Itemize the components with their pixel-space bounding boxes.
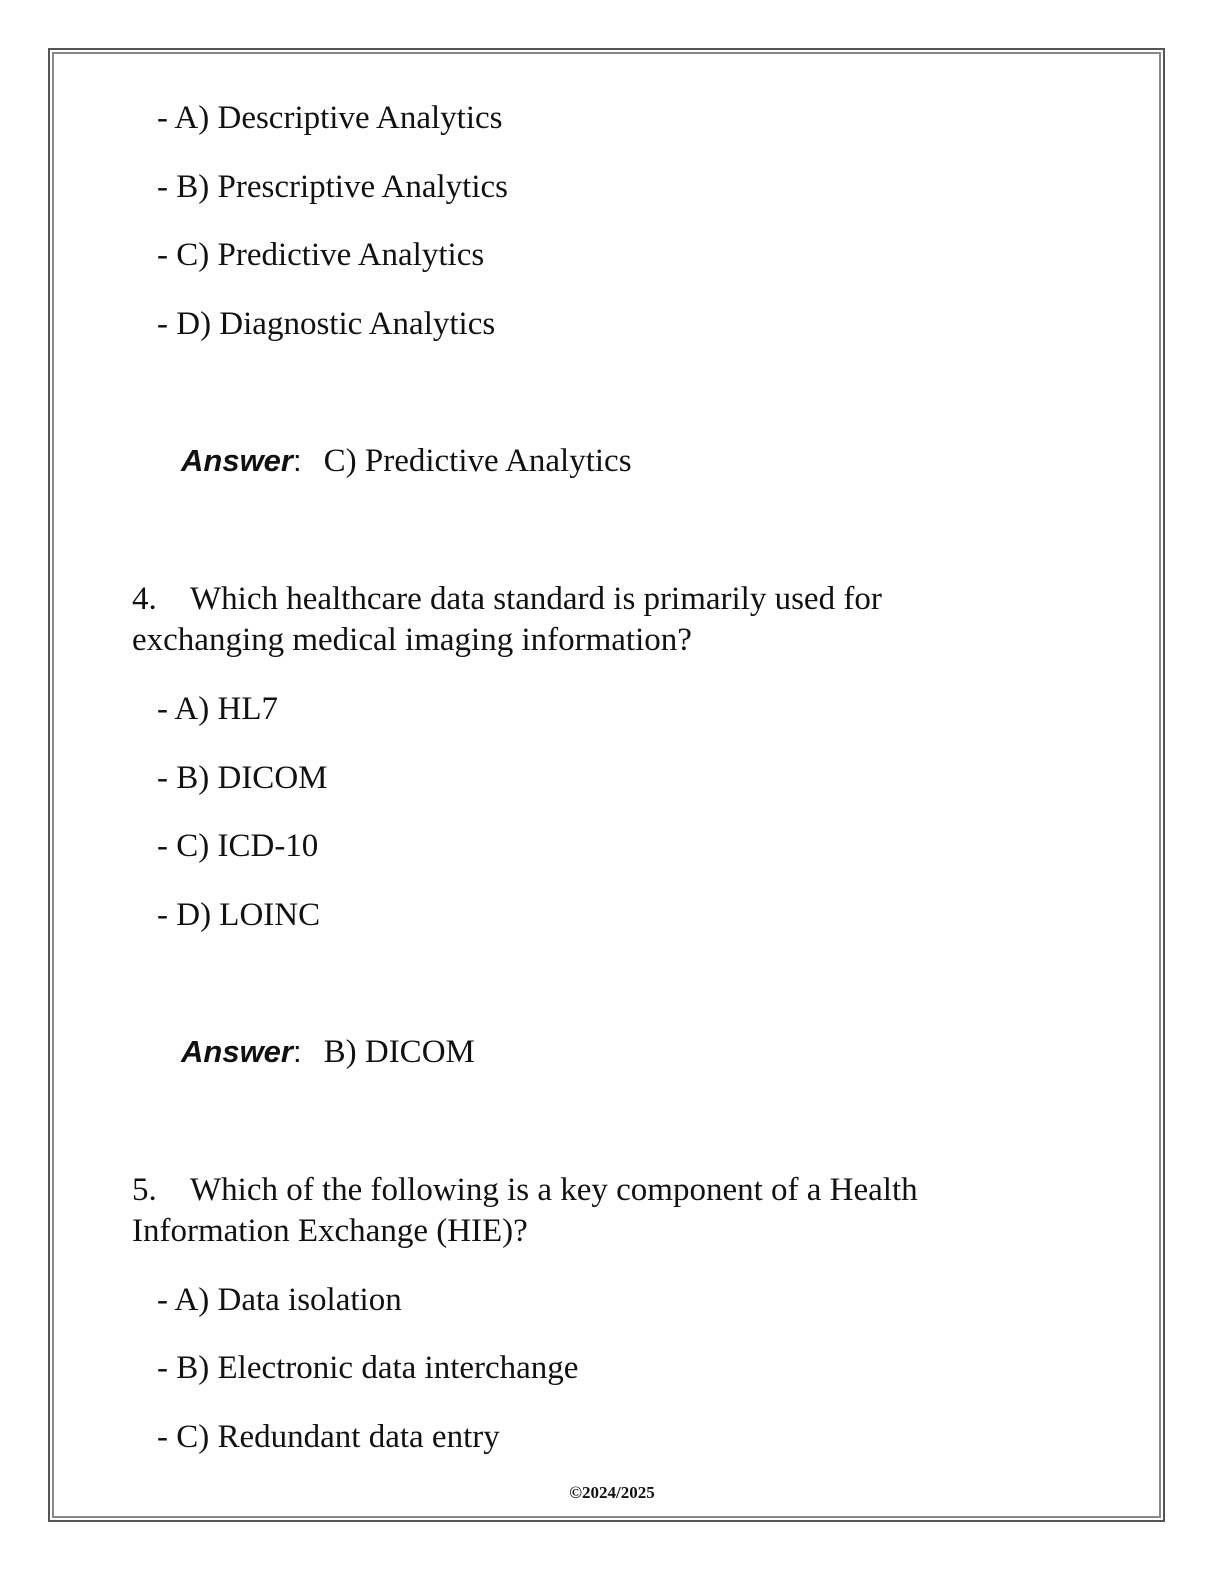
answer-q4 [181,1032,475,1072]
question-text: Which of the following is a key component of a Health [190,1172,918,1208]
question-4-line1 [132,579,882,619]
option-d-prev: - D) Diagnostic Analytics [157,306,496,342]
option-d-q4: - D) LOINC [157,897,321,933]
copyright-footer: ©2024/2025 [569,1483,655,1502]
question-number: 4. [132,581,157,617]
option-b-q4: - B) DICOM [157,760,328,796]
question-4-line2: exchanging medical imaging information? [132,622,692,658]
answer-colon: : [292,443,302,478]
option-a-q5: - A) Data isolation [157,1282,402,1318]
option-b-q5: - B) Electronic data interchange [157,1350,579,1386]
answer-value: B) DICOM [323,1034,475,1070]
answer-label: Answer [181,443,293,478]
question-5-line1 [132,1170,918,1210]
option-a-q4: - A) HL7 [157,691,278,727]
option-c-prev: - C) Predictive Analytics [157,237,485,273]
question-text: Which healthcare data standard is primarily used for [190,581,882,617]
answer-colon: : [292,1034,302,1069]
option-b-prev: - B) Prescriptive Analytics [157,169,509,205]
answer-value: C) Predictive Analytics [323,443,632,479]
answer-label: Answer [181,1034,293,1069]
option-c-q4: - C) ICD-10 [157,828,319,864]
option-a-prev: - A) Descriptive Analytics [157,100,503,136]
question-number: 5. [132,1172,157,1208]
option-c-q5: - C) Redundant data entry [157,1419,500,1455]
question-5-line2: Information Exchange (HIE)? [132,1213,528,1249]
answer-prev [181,441,632,481]
